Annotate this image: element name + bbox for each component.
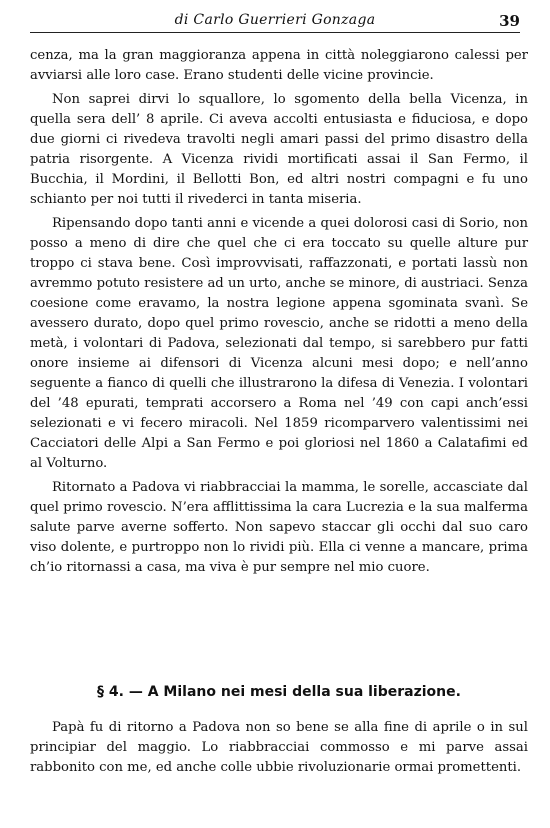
paragraph-2: Non saprei dirvi lo squallore, lo sgomento della bella Vicenza, in quella sera dell’ 8 aprile. Ci aveva accolti entusiasta e fiduciosa, e dopo due giorni ci rivedeva travolti negli amari passi del primo disastro della patria risorgente. A Vicenza rividi mortificati assai il San Fermo, il Bucchia, il Mordini, il Bellotti Bon, ed altri nostri compagni e fu uno schianto per noi tutti il rivederci in tanta miseria. <box>30 92 528 207</box>
running-title: di Carlo Guerrieri Gonzaga <box>174 12 376 28</box>
page-header <box>30 10 520 33</box>
paragraph-1: cenza, ma la gran maggioranza appena in città noleggiarono calessi per avviarsi alle loro case. Erano studenti delle vicine provincie. <box>30 48 528 83</box>
paragraph-3: Ripensando dopo tanti anni e vicende a quei dolorosi casi di Sorio, non posso a meno di dire che quel che ci era toccato su quelle alture pur troppo ci stava bene. Così improvvisati, raffazzonati, e portati lassù non avremmo potuto resistere ad un urto, anche se minore, di austriaci. Senza coesione come eravamo, la nostra legione appena sgominata svanì. Se avessero durato, dopo quel primo rovescio, anche se ridotti a meno della metà, i volontari di Padova, selezionati dal tempo, si sarebbero pur fatti onore insieme ai difensori di Vicenza alcuni mesi dopo; e nell’anno seguente a fianco di quelli che illustrarono la difesa di Venezia. I volontari del ’48 epurati, temprati accorsero a Roma nel ’49 con capi anch’essi selezionati e vi fecero miracoli. Nel 1859 ricomparvero valentissimi nei Cacciatori delle Alpi a San Fermo e poi gloriosi nel 1860 a Calatafimi ed al Volturno. <box>30 216 528 471</box>
paragraph-4: Ritornato a Padova vi riabbracciai la mamma, le sorelle, accasciate dal quel primo rovescio. N’era afflittissima la cara Lucrezia e la sua malferma salute parve averne sofferto. Non sapevo staccar gli occhi dal suo caro viso dolente, e purtroppo non lo rividi più. Ella ci venne a mancare, prima ch’io ritornassi a casa, ma viva è pur sempre nel mio cuore. <box>30 480 528 575</box>
page-number: 39 <box>499 12 520 30</box>
section-text <box>30 718 528 778</box>
body-text <box>30 46 528 578</box>
section-paragraph: Papà fu di ritorno a Padova non so bene se alla fine di aprile o in sul principiar del maggio. Lo riabbracciai commosso e mi parve assai rabbonito con me, ed anche colle ubbie rivoluzionarie ormai promettenti. <box>30 720 528 775</box>
section-heading: § 4. — A Milano nei mesi della sua liberazione. <box>97 684 461 700</box>
